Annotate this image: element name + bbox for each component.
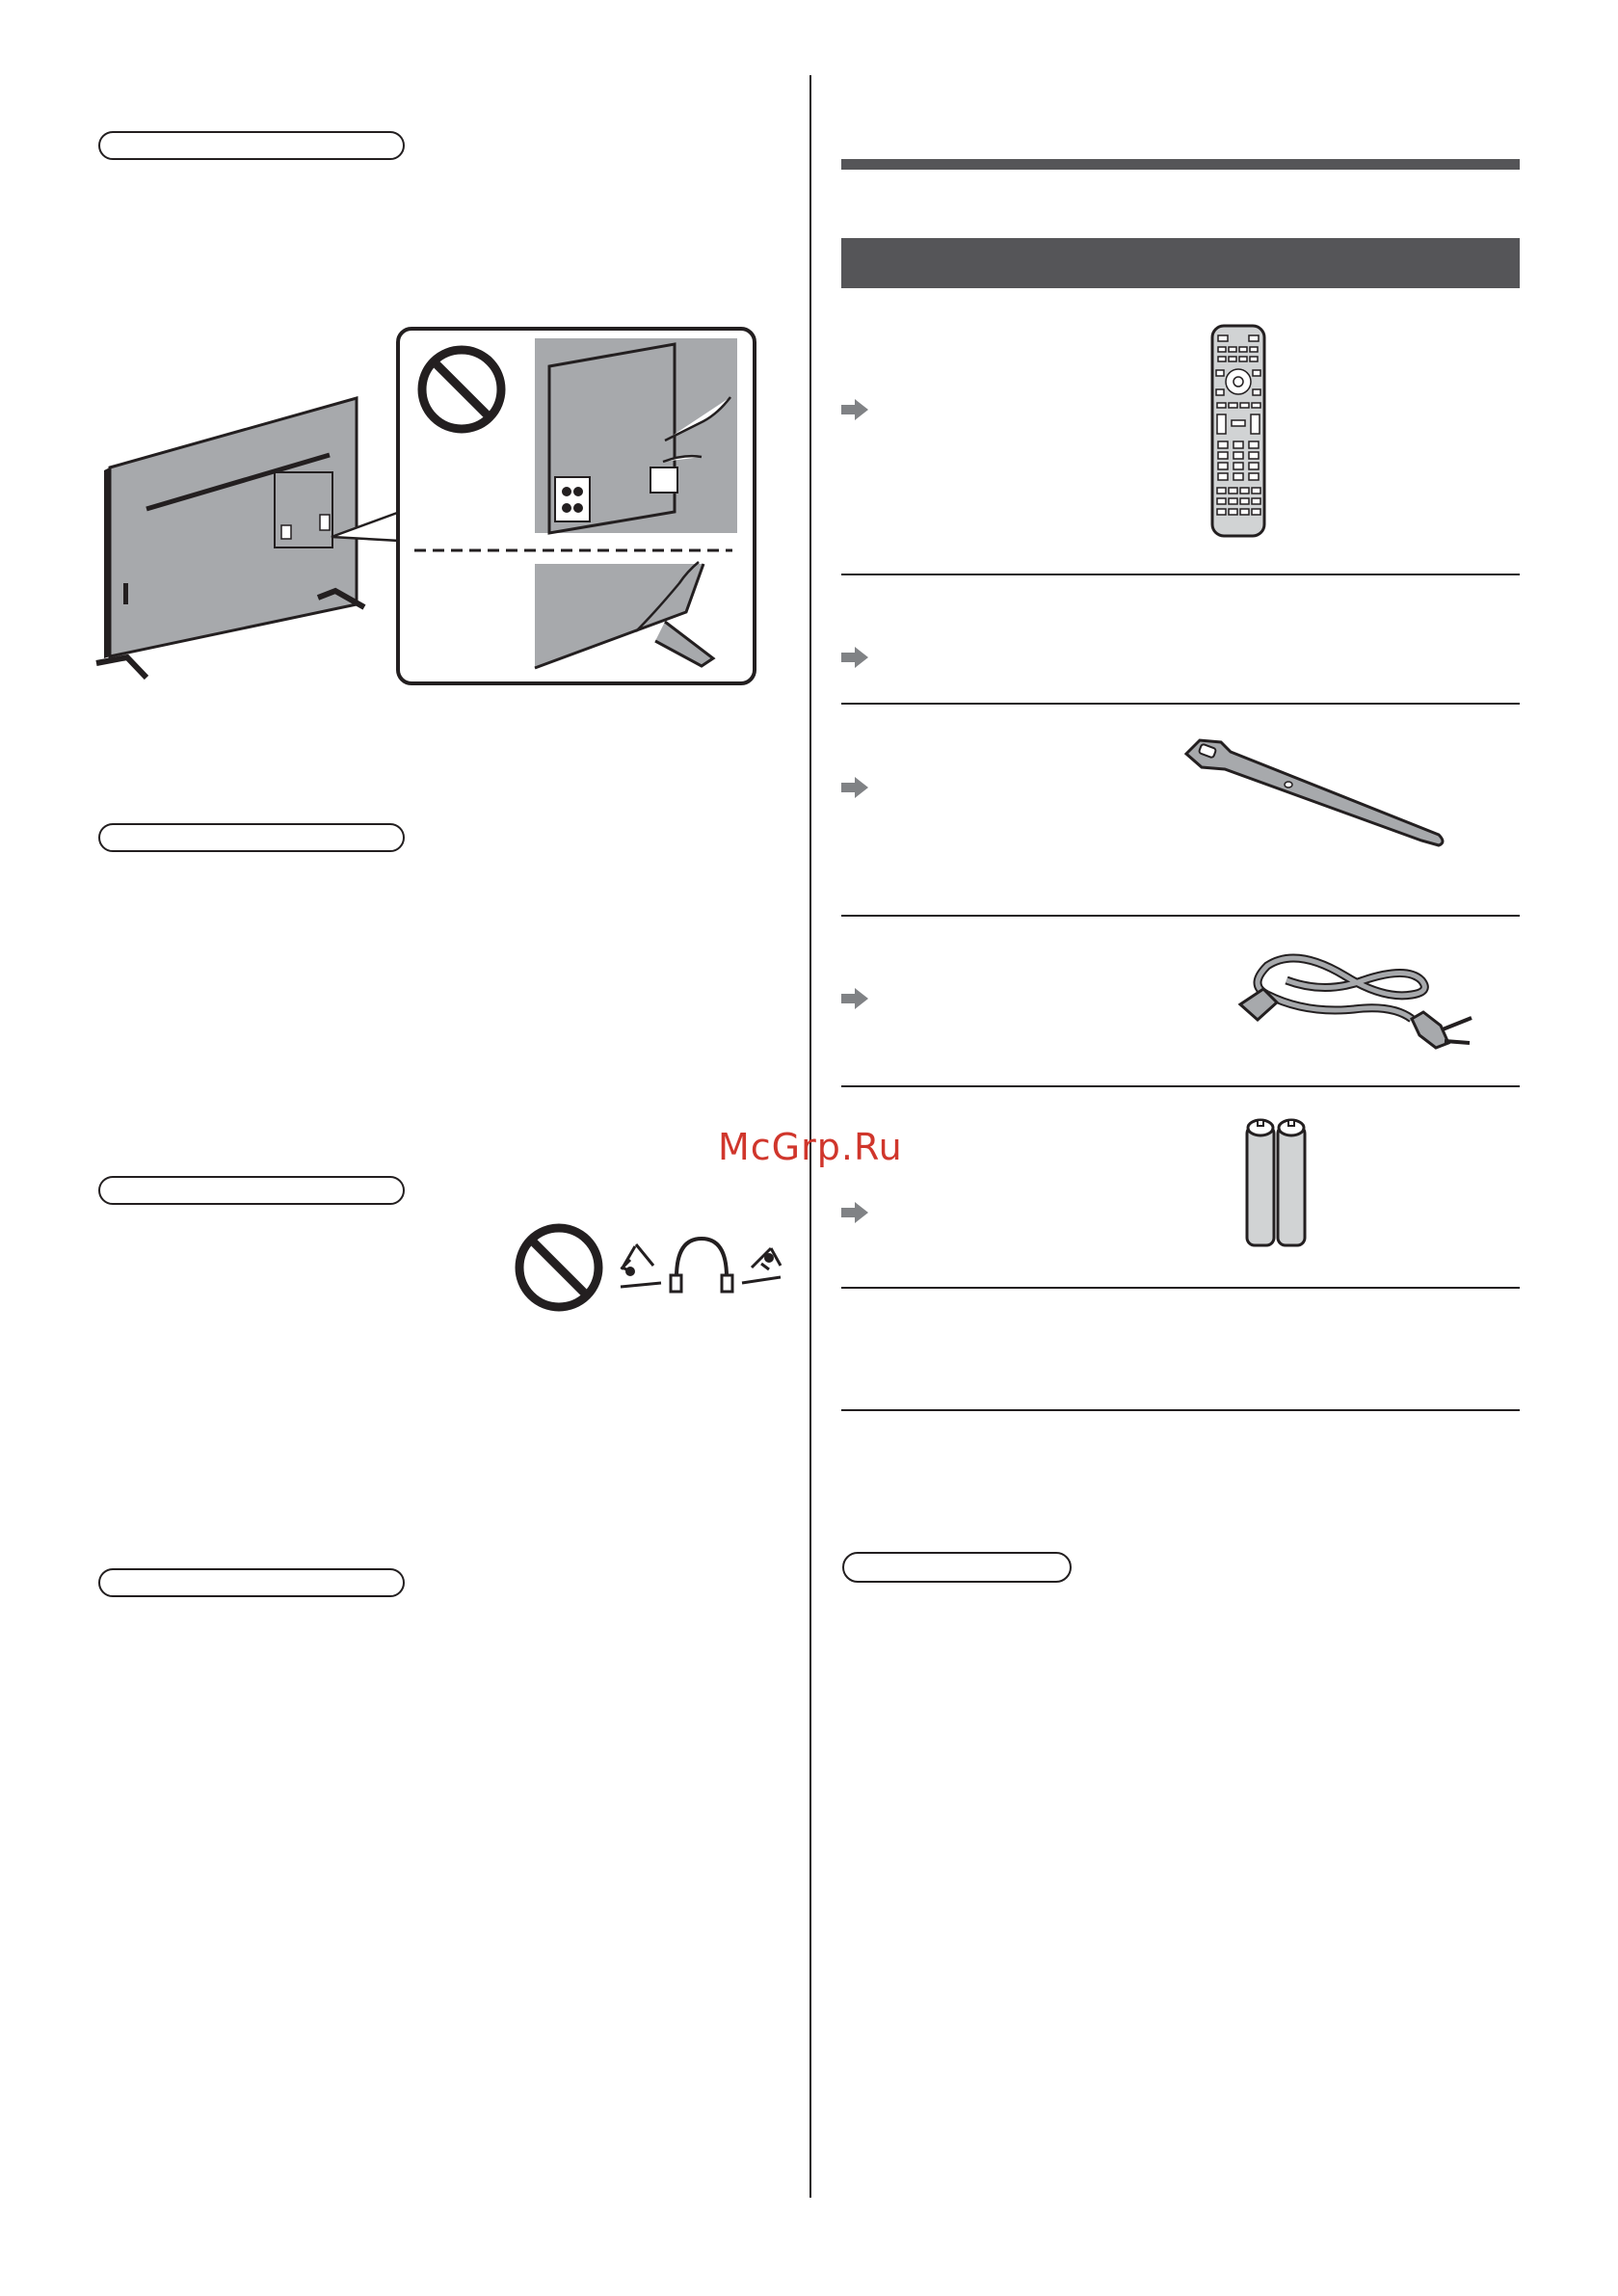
row-divider (841, 915, 1520, 917)
prohibition-icon (416, 344, 507, 435)
section-label-4 (98, 1568, 405, 1597)
cable-tie-image (1180, 734, 1450, 850)
section-rule (841, 159, 1520, 170)
row-divider (841, 1409, 1520, 1411)
accessories-header-bar (841, 238, 1520, 288)
mains-lead-image (1238, 947, 1479, 1055)
watermark-text: McGrp.Ru (718, 1126, 903, 1168)
batteries-image (1241, 1114, 1311, 1251)
section-label-right (842, 1552, 1072, 1583)
arrow-right-icon (841, 1202, 870, 1223)
headphones-loud-volume-illustration (617, 1229, 785, 1296)
section-label-2 (98, 823, 405, 852)
row-divider (841, 1287, 1520, 1289)
arrow-right-icon (841, 647, 870, 668)
row-divider (841, 574, 1520, 575)
row-divider (841, 703, 1520, 705)
arrow-right-icon (841, 777, 870, 798)
section-label-1 (98, 131, 405, 160)
remote-control-image (1210, 324, 1266, 538)
prohibition-icon (514, 1222, 604, 1313)
section-label-3 (98, 1176, 405, 1205)
row-divider (841, 1085, 1520, 1087)
arrow-right-icon (841, 988, 870, 1009)
arrow-right-icon (841, 399, 870, 420)
